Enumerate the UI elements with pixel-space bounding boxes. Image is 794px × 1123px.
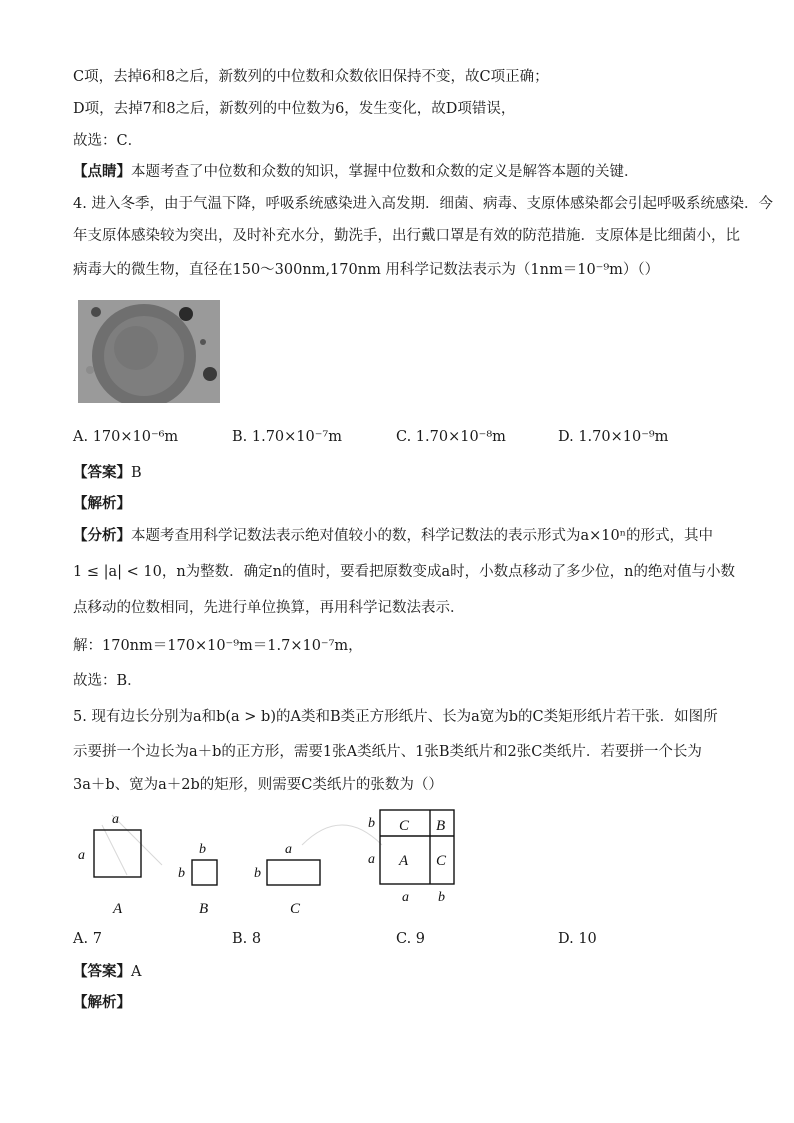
- question-5-line: 3a＋b、宽为a＋2b的矩形，则需要C类纸片的张数为（）: [73, 777, 443, 793]
- answer-tag: 【答案】: [73, 963, 131, 980]
- label-tile-b: B: [436, 818, 446, 834]
- label-b: b: [368, 816, 375, 831]
- label-b: b: [199, 842, 206, 857]
- label-b: b: [254, 866, 261, 881]
- text-line: D项，去掉7和8之后，新数列的中位数为6，发生变化，故D项错误，: [73, 101, 516, 117]
- label-tile-c: C: [290, 901, 301, 917]
- text-line: 故选：C．: [73, 133, 143, 149]
- analysis-line: 1 ≤ |a| < 10，n为整数．确定n的值时，要看把原数变成a时，小数点移动了多少位，n的绝对值与小数: [73, 564, 735, 580]
- option-a: A. 7: [73, 931, 102, 947]
- analysis-subtag: 【分析】: [73, 527, 131, 544]
- tip-line: [73, 162, 639, 182]
- question-4-line: 病毒大的微生物，直径在150～300nm,170nm 用科学记数法表示为（1nm＝10⁻⁹m）（）: [73, 262, 660, 278]
- analysis-tag: 【解析】: [73, 994, 131, 1011]
- mycoplasma-photo: [78, 300, 220, 403]
- label-tile-c: C: [399, 818, 410, 834]
- label-b: b: [438, 890, 445, 905]
- tile-c: [267, 860, 320, 885]
- tip-tag: 【点睛】: [73, 163, 131, 180]
- answer-tag: 【答案】: [73, 464, 131, 481]
- label-b: b: [178, 866, 185, 881]
- tip-text: 本题考查了中位数和众数的知识，掌握中位数和众数的定义是解答本题的关键．: [131, 164, 639, 180]
- answer-value: B: [131, 465, 142, 481]
- analysis-tag: 【解析】: [73, 495, 131, 512]
- label-tile-c: C: [436, 853, 447, 869]
- analysis-text: 本题考查用科学记数法表示绝对值较小的数，科学记数法的表示形式为a×10ⁿ的形式，其中: [131, 528, 714, 544]
- label-a: a: [402, 890, 409, 905]
- answer-line: [73, 962, 141, 982]
- option-c: C. 9: [396, 931, 426, 947]
- option-d: D. 1.70×10⁻⁹m: [558, 429, 669, 445]
- option-c: C. 1.70×10⁻⁸m: [396, 429, 506, 445]
- tiles-figure: [72, 805, 462, 923]
- label-tile-a: A: [399, 853, 409, 869]
- option-b: B. 8: [232, 931, 262, 947]
- label-a: a: [285, 842, 292, 857]
- label-a: a: [368, 852, 375, 867]
- answer-line: [73, 463, 142, 483]
- label-tile-a: A: [113, 901, 123, 917]
- tile-b: [192, 860, 217, 885]
- option-d: D. 10: [558, 931, 597, 947]
- text-line: C项，去掉6和8之后，新数列的中位数和众数依旧保持不变，故C项正确；: [73, 69, 549, 85]
- solution-line: 解：170nm＝170×10⁻⁹m＝1.7×10⁻⁷m，: [73, 638, 363, 654]
- option-b: B. 1.70×10⁻⁷m: [232, 429, 342, 445]
- question-5-line: 5. 现有边长分别为a和b(a > b)的A类和B类正方形纸片、长为a宽为b的C类矩形纸片若干张．如图所: [73, 709, 718, 725]
- answer-value: A: [131, 964, 142, 980]
- label-a: a: [78, 848, 85, 863]
- analysis-line: 点移动的位数相同，先进行单位换算，再用科学记数法表示．: [73, 600, 465, 616]
- question-4-line: 4. 进入冬季，由于气温下降，呼吸系统感染进入高发期．细菌、病毒、支原体感染都会引起呼吸系统感染．今: [73, 196, 773, 212]
- label-tile-b: B: [199, 901, 209, 917]
- question-5-line: 示要拼一个边长为a＋b的正方形，需要1张A类纸片、1张B类纸片和2张C类纸片．若要拼一个长为: [73, 744, 702, 760]
- analysis-line: [73, 526, 713, 546]
- question-4-line: 年支原体感染较为突出，及时补充水分，勤洗手，出行戴口罩是有效的防范措施．支原体是比细菌小，比: [73, 228, 740, 244]
- label-a: a: [112, 812, 119, 827]
- solution-line: 故选：B．: [73, 673, 142, 689]
- option-a: A. 170×10⁻⁶m: [73, 429, 179, 445]
